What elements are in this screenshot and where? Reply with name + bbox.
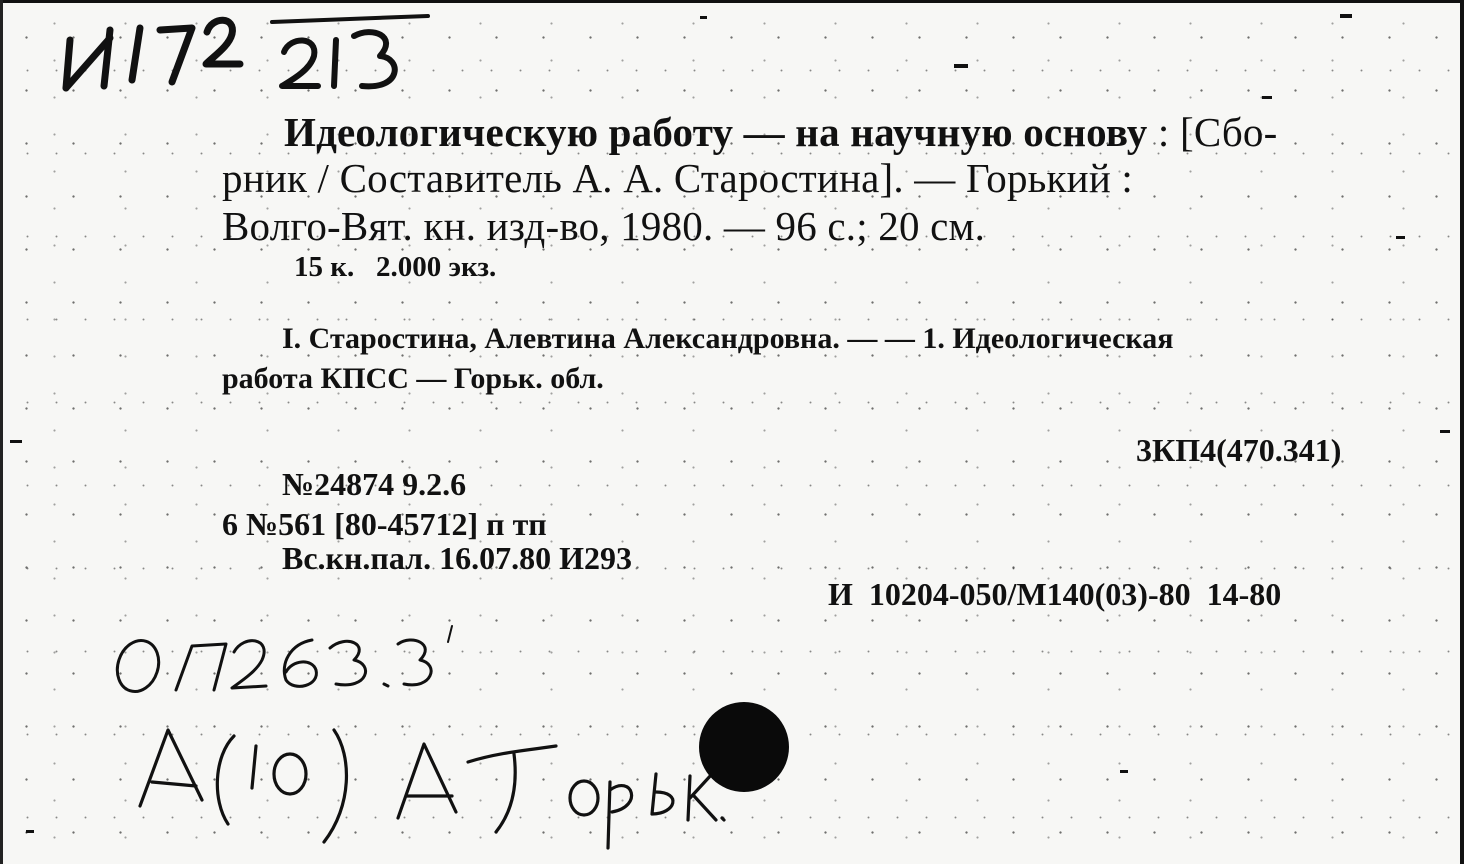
print-info-line-3: Вс.кн.пал. 16.07.80 И293 — [282, 540, 632, 576]
handwritten-call-number — [111, 626, 452, 697]
subject-tracing-line-1: I. Старостина, Алевтина Александровна. — — 1. Идеологическая — [282, 322, 1174, 355]
record-title-continuation: : [Сбо- — [1147, 109, 1278, 155]
record-title-line-1 — [284, 109, 1278, 155]
punched-hole — [699, 702, 789, 792]
print-info-line-2: 6 №561 [80-45712] п тп — [222, 506, 547, 542]
handwritten-top-code — [66, 16, 428, 88]
bbk-classification: 3КП4(470.341) — [1136, 432, 1342, 468]
record-title: Идеологическую работу — на научную основу — [284, 109, 1148, 155]
record-title-line-2: рник / Составитель А. А. Старостина]. — Горький : — [222, 155, 1133, 201]
print-info-line-1: №24874 9.2.6 — [282, 466, 467, 502]
publisher-index-code: И 10204-050/М140(03)-80 14-80 — [828, 576, 1282, 612]
record-publication-line: Волго-Вят. кн. изд-во, 1980. — 96 с.; 20 см. — [222, 203, 986, 249]
record-price-run: 15 к. 2.000 экз. — [294, 251, 497, 283]
subject-tracing-line-2: работа КПСС — Горьк. обл. — [222, 362, 604, 395]
